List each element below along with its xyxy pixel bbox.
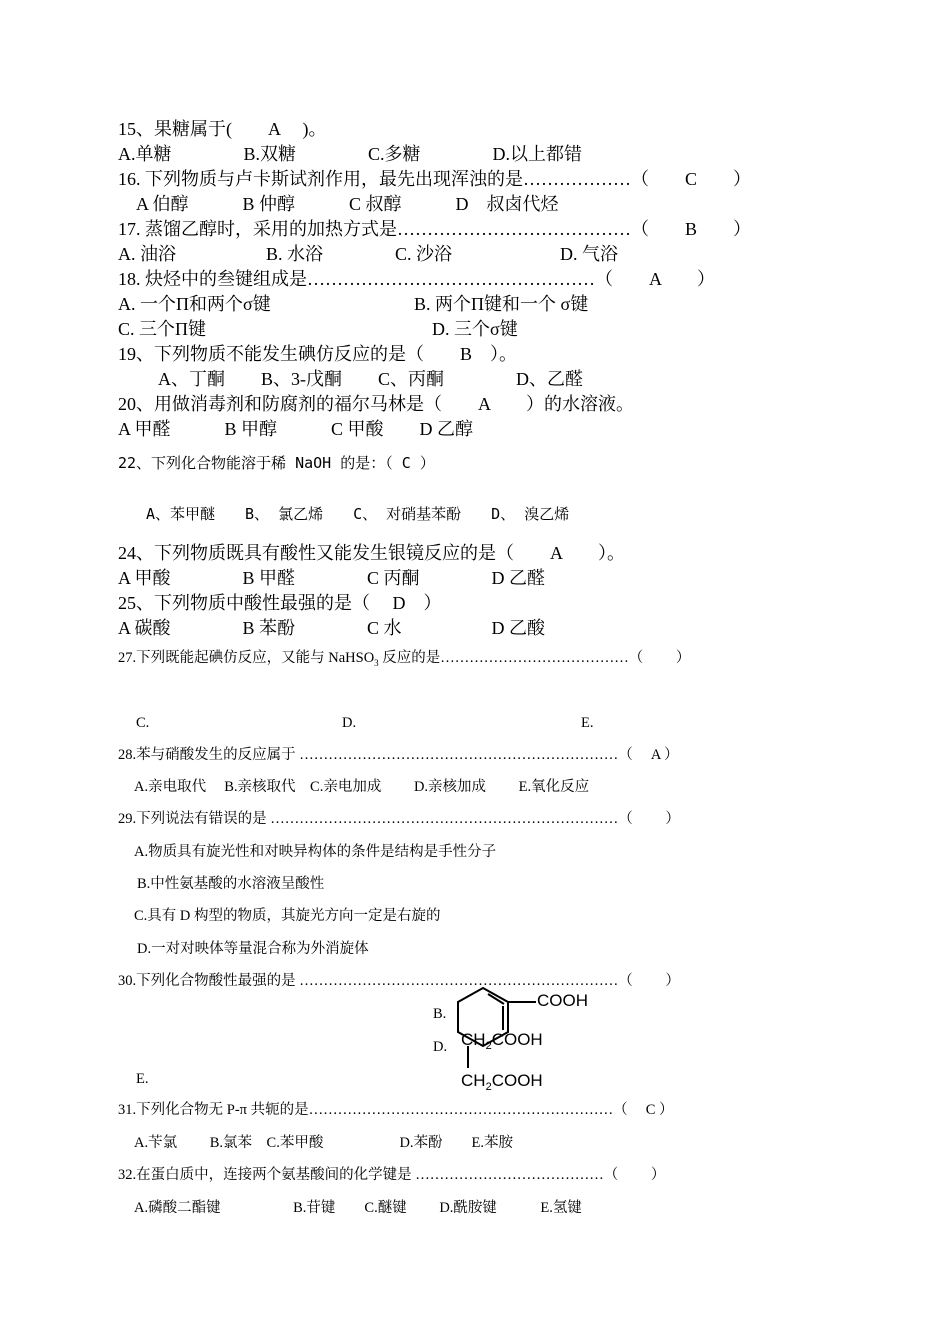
q19-options: A、丁酮 B、3-戊酮 C、丙酮 D、乙醛 — [158, 369, 584, 389]
q15-options: A.单糖 B.双糖 C.多糖 D.以上都错 — [118, 144, 583, 164]
q29-stem: 29.下列说法有错误的是 ………………………………………………………………（ ） — [118, 811, 680, 827]
q18-option-d: D. 三个σ键 — [432, 319, 518, 339]
q24-stem: 24、下列物质既具有酸性又能发生银镜反应的是（ A ）。 — [118, 543, 626, 563]
q30-stem: 30.下列化合物酸性最强的是 …………………………………………………………（ ） — [118, 973, 680, 989]
q24-options: A 甲酸 B 甲醛 C 丙酮 D 乙醛 — [118, 568, 546, 588]
q20-stem: 20、用做消毒剂和防腐剂的福尔马林是（ A ）的水溶液。 — [118, 394, 635, 414]
sub-2-mid: 2 — [485, 1040, 492, 1052]
q28-stem: 28.苯与硝酸发生的反应属于 …………………………………………………………（ A ） — [118, 747, 679, 763]
q27-stem-tail: 反应的是…………………………………（ ） — [378, 650, 691, 666]
q16-stem: 16. 下列物质与卢卡斯试剂作用，最先出现浑浊的是………………（ C ） — [118, 169, 752, 189]
q27-stem — [118, 651, 690, 668]
q22-options: A、苯甲醚 B、 氯乙烯 C、 对硝基苯酚 D、 溴乙烯 — [146, 505, 570, 523]
q27-option-c: C. — [136, 715, 150, 731]
q25-options: A 碳酸 B 苯酚 C 水 D 乙酸 — [118, 618, 546, 638]
q15-stem: 15、果糖属于( A )。 — [118, 119, 327, 139]
q28-options: A.亲电取代 B.亲核取代 C.亲电加成 D.亲核加成 E.氧化反应 — [134, 779, 590, 795]
q17-options: A. 油浴 B. 水浴 C. 沙浴 D. 气浴 — [118, 244, 619, 264]
q18-option-a: A. 一个Π和两个σ键 — [118, 294, 271, 314]
q27-stem-text: 27.下列既能起碘仿反应，又能与 NaHSO — [118, 650, 375, 666]
q27-option-d: D. — [342, 715, 357, 731]
q20-options: A 甲醛 B 甲醇 C 甲酸 D 乙醇 — [118, 419, 474, 439]
q29-option-b: B.中性氨基酸的水溶液呈酸性 — [137, 876, 325, 892]
q18-stem: 18. 炔烃中的叁键组成是…………………………………………（ A ） — [118, 269, 716, 289]
sub-2-bottom: 2 — [485, 1081, 492, 1093]
cooh-text-bottom: COOH — [491, 1071, 543, 1090]
cooh-text-mid: COOH — [491, 1030, 543, 1049]
q30-option-e: E. — [136, 1071, 149, 1087]
q22-stem: 22、下列化合物能溶于稀 NaOH 的是：（ C ） — [118, 454, 435, 472]
q29-option-c: C.具有 D 构型的物质，其旋光方向一定是右旋的 — [134, 908, 441, 924]
q17-stem: 17. 蒸馏乙醇时，采用的加热方式是…………………………………（ B ） — [118, 219, 752, 239]
q30-option-b: B. — [433, 1006, 447, 1022]
q32-options: A.磷酸二酯键 B.苷键 C.醚键 D.酰胺键 E.氢键 — [134, 1200, 582, 1216]
ch-text-mid: CH — [461, 1030, 486, 1049]
q32-stem: 32.在蛋白质中，连接两个氨基酸间的化学键是 …………………………………（ ） — [118, 1167, 666, 1183]
q18-option-b: B. 两个Π键和一个 σ键 — [414, 294, 589, 314]
q31-options: A.苄氯 B.氯苯 C.苯甲酸 D.苯酚 E.苯胺 — [134, 1135, 514, 1151]
q29-option-d: D.一对对映体等量混合称为外消旋体 — [137, 941, 369, 957]
ch2-label-mid — [461, 1030, 543, 1052]
ch2-label-bottom — [461, 1071, 543, 1093]
cooh-label-top: COOH — [537, 991, 588, 1010]
q27-option-e: E. — [581, 715, 594, 731]
q27-subscript: 3 — [374, 657, 379, 668]
q18-option-c: C. 三个Π键 — [118, 319, 207, 339]
q19-stem: 19、下列物质不能发生碘仿反应的是（ B ）。 — [118, 344, 518, 364]
q30-option-d: D. — [433, 1039, 448, 1055]
q25-stem: 25、下列物质中酸性最强的是（ D ） — [118, 593, 442, 613]
ch-text-bottom: CH — [461, 1071, 486, 1090]
q29-option-a: A.物质具有旋光性和对映异构体的条件是结构是手性分子 — [134, 844, 497, 860]
q31-stem: 31.下列化合物无 P-π 共轭的是………………………………………………………（ C ） — [118, 1102, 674, 1118]
q16-options: A 伯醇 B 仲醇 C 叔醇 D 叔卤代烃 — [118, 194, 559, 214]
